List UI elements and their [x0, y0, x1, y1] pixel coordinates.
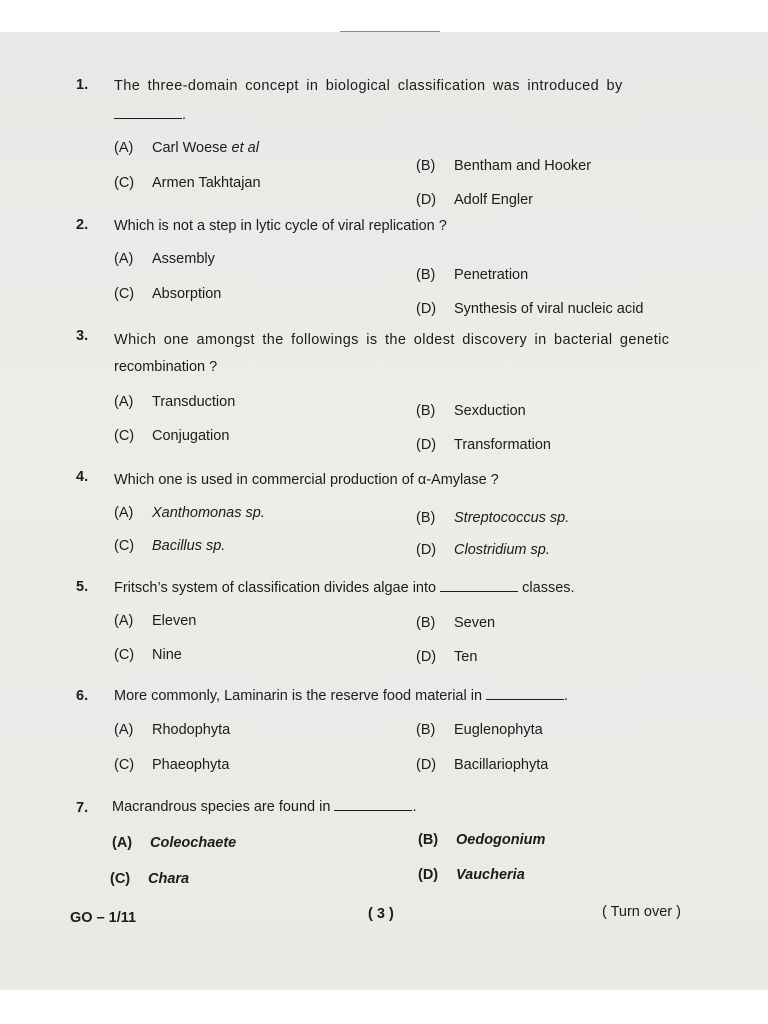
- option-a: (A) Transduction: [114, 394, 236, 410]
- bottom-margin: [0, 990, 768, 1024]
- option-d: (D) Synthesis of viral nucleic acid: [416, 301, 644, 317]
- option-a: (A) Xanthomonas sp.: [114, 505, 265, 521]
- option-a: (A) Coleochaete: [112, 835, 237, 851]
- question-text: More commonly, Laminarin is the reserve food material in: [114, 688, 483, 704]
- question-text-row: [112, 799, 712, 815]
- question-text-end: .: [182, 107, 187, 123]
- option-c: (C) Conjugation: [114, 428, 230, 444]
- option-a: (A) Assembly: [114, 251, 215, 267]
- question-number: 6.: [76, 688, 89, 704]
- option-b: (B) Bentham and Hooker: [416, 158, 592, 174]
- question-blank-line: [114, 106, 684, 123]
- option-a: (A) Rhodophyta: [114, 722, 231, 738]
- question-text: Fritsch’s system of classification divides algae into: [114, 580, 437, 596]
- question-text-end: .: [412, 799, 417, 815]
- option-b: (B) Penetration: [416, 267, 529, 283]
- page-number: ( 3 ): [368, 906, 394, 922]
- answer-blank: [440, 580, 518, 592]
- option-a: (A) Eleven: [114, 613, 197, 629]
- option-b: (B) Streptococcus sp.: [416, 510, 570, 526]
- option-c: (C) Bacillus sp.: [114, 538, 226, 554]
- option-b: (B) Sexduction: [416, 403, 526, 419]
- option-d: (D) Clostridium sp.: [416, 542, 550, 558]
- option-d: (D) Adolf Engler: [416, 192, 533, 208]
- option-d: (D) Vaucheria: [418, 867, 525, 883]
- question-number: 3.: [76, 328, 89, 344]
- question-number: 7.: [76, 800, 89, 816]
- option-a: (A) Carl Woese et al: [114, 140, 259, 156]
- question-text: Which is not a step in lytic cycle of viral replication ?: [114, 218, 447, 234]
- option-c: (C) Phaeophyta: [114, 757, 230, 773]
- option-b: (B) Euglenophyta: [416, 722, 543, 738]
- answer-blank: [114, 106, 182, 119]
- answer-blank: [334, 799, 412, 811]
- option-b: (B) Seven: [416, 615, 496, 631]
- option-c: (C) Chara: [110, 871, 190, 887]
- question-number: 5.: [76, 579, 89, 595]
- question-number: 1.: [76, 77, 89, 93]
- turn-over-note: ( Turn over ): [602, 904, 681, 920]
- answer-blank: [486, 688, 564, 700]
- question-text-end: .: [564, 688, 569, 704]
- question-text: The three-domain concept in biological classification was introduced by: [114, 78, 623, 94]
- paper-code: GO – 1/11: [70, 910, 137, 926]
- question-text-row: [114, 688, 714, 704]
- top-margin: [0, 0, 768, 36]
- question-number: 4.: [76, 469, 89, 485]
- option-c: (C) Absorption: [114, 286, 222, 302]
- question-text-row: [114, 580, 714, 596]
- question-text: Which one is used in commercial production of α-Amylase ?: [114, 472, 499, 488]
- option-c: (C) Armen Takhtajan: [114, 175, 261, 191]
- option-d: (D) Transformation: [416, 437, 551, 453]
- option-b: (B) Oedogonium: [418, 832, 546, 848]
- option-c: (C) Nine: [114, 647, 182, 663]
- option-d: (D) Ten: [416, 649, 478, 665]
- question-text-line2: recombination ?: [114, 359, 218, 375]
- question-number: 2.: [76, 217, 89, 233]
- question-text: Which one amongst the followings is the oldest discovery in bacterial genetic: [114, 332, 670, 348]
- question-text-end: classes.: [522, 580, 575, 596]
- question-text: Macrandrous species are found in: [112, 799, 331, 815]
- option-d: (D) Bacillariophyta: [416, 757, 549, 773]
